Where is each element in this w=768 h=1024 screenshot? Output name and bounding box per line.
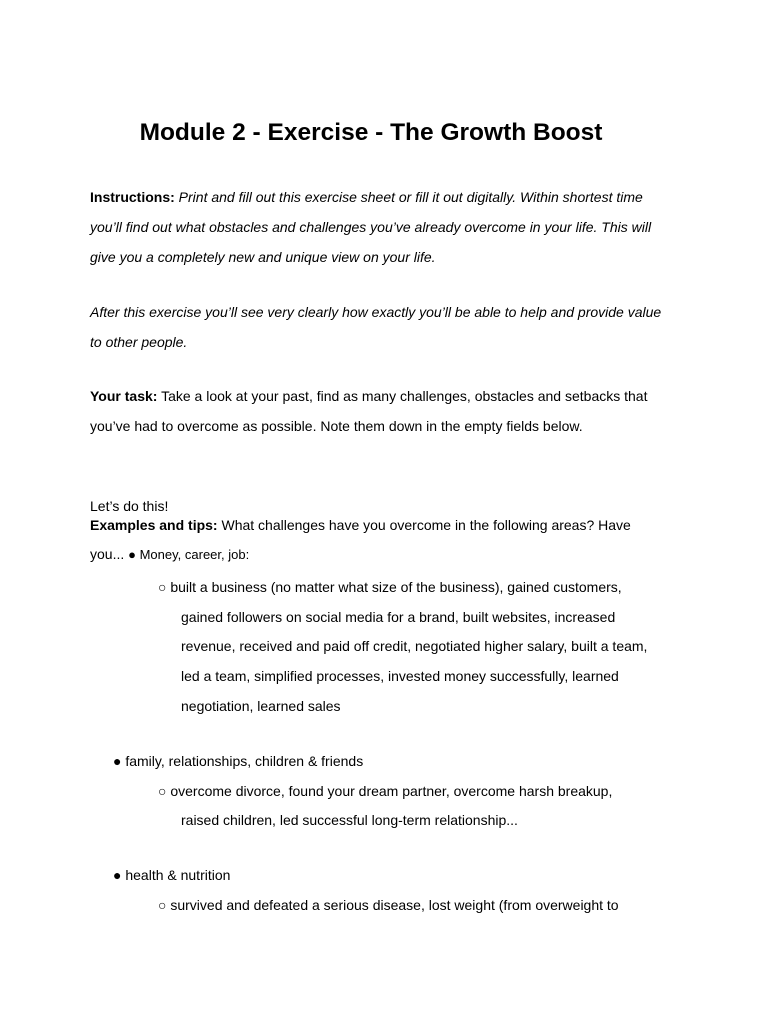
task-label: Your task:: [90, 388, 158, 404]
after-line-1: After this exercise you’ll see very clearly how exactly you’ll be able to help and provide value: [90, 304, 662, 320]
bullet-money: ● Money, career, job:: [128, 547, 250, 562]
money-sub-line-5: negotiation, learned sales: [181, 698, 341, 714]
money-sub-line-1: ○ built a business (no matter what size of the business), gained customers,: [158, 579, 622, 595]
instructions-label: Instructions:: [90, 189, 175, 205]
examples-text-2: you...: [90, 546, 125, 562]
examples-line-1: [90, 516, 631, 534]
health-sub-line-1: ○ survived and defeated a serious disease, lost weight (from overweight to: [158, 897, 619, 913]
instructions-line-2: you’ll find out what obstacles and challenges you’ve already overcome in your life. This will: [90, 219, 652, 235]
money-sub-line-2: gained followers on social media for a brand, built websites, increased: [181, 609, 616, 625]
family-sub-line-1: ○ overcome divorce, found your dream partner, overcome harsh breakup,: [158, 783, 613, 799]
family-sub-line-2: raised children, led successful long-term relationship...: [181, 812, 518, 828]
lets-do-this: Let’s do this!: [90, 498, 169, 514]
instructions-line-1: [90, 188, 643, 206]
after-line-2: to other people.: [90, 334, 188, 350]
bullet-family: ● family, relationships, children & friends: [113, 753, 364, 769]
page-title: Module 2 - Exercise - The Growth Boost: [139, 119, 603, 146]
instructions-line-3: give you a completely new and unique view on your life.: [90, 249, 436, 265]
bullet-health: ● health & nutrition: [113, 867, 231, 883]
examples-label: Examples and tips:: [90, 517, 218, 533]
task-line-2: you’ve had to overcome as possible. Note them down in the empty fields below.: [90, 418, 583, 434]
money-sub-line-3: revenue, received and paid off credit, negotiated higher salary, built a team,: [181, 638, 648, 654]
task-text-1: Take a look at your past, find as many challenges, obstacles and setbacks that: [161, 388, 648, 404]
examples-line-2: [90, 545, 249, 564]
instructions-text-1: Print and fill out this exercise sheet or fill it out digitally. Within shortest time: [178, 189, 643, 205]
money-sub-line-4: led a team, simplified processes, invested money successfully, learned: [181, 668, 619, 684]
examples-text-1: What challenges have you overcome in the following areas? Have: [221, 517, 631, 533]
task-line-1: [90, 387, 647, 405]
